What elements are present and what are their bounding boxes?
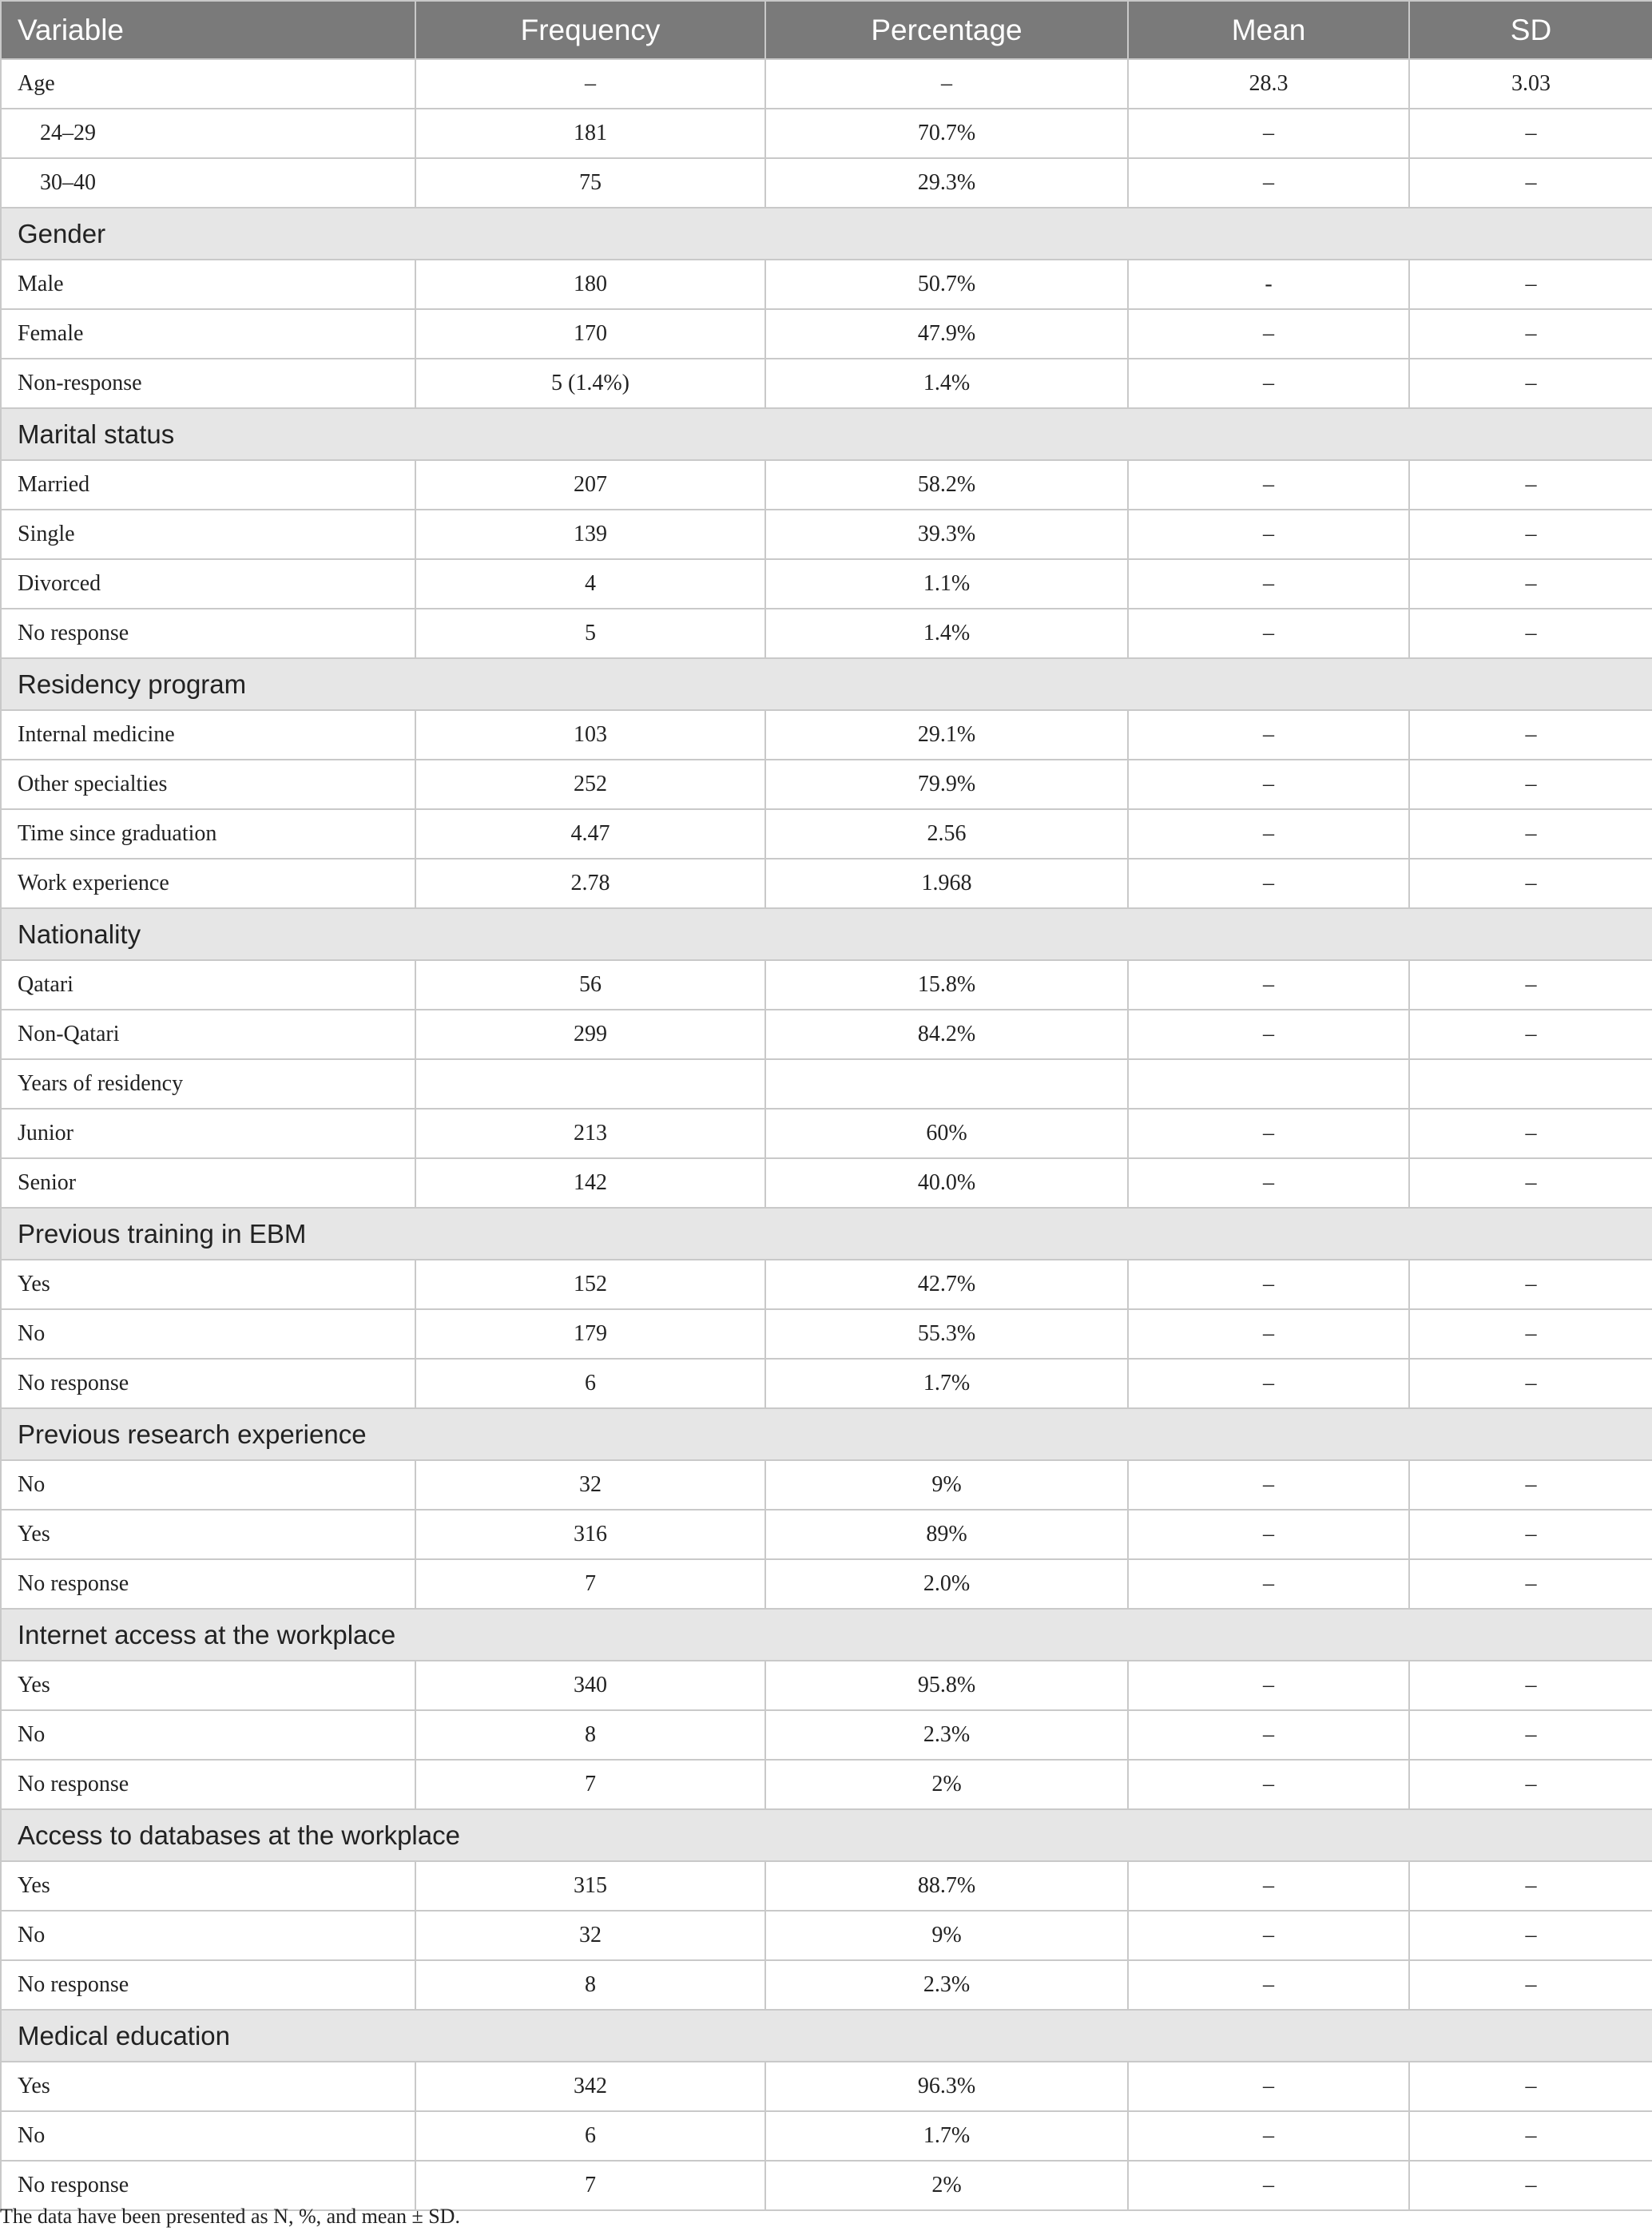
variable-cell: Senior [1, 1158, 415, 1208]
percentage-cell: – [765, 59, 1128, 109]
sd-cell: – [1409, 559, 1652, 609]
section-header-row [1, 408, 1652, 460]
percentage-cell: 84.2% [765, 1010, 1128, 1059]
percentage-cell: 79.9% [765, 760, 1128, 809]
column-header-sd: SD [1409, 1, 1652, 59]
percentage-cell: 96.3% [765, 2062, 1128, 2111]
table-row [1, 1260, 1652, 1309]
mean-cell: – [1128, 1010, 1409, 1059]
percentage-cell: 1.4% [765, 609, 1128, 658]
sd-cell: – [1409, 510, 1652, 559]
section-label: Internet access at the workplace [1, 1609, 1652, 1661]
mean-cell: – [1128, 109, 1409, 158]
frequency-cell: 7 [415, 1760, 765, 1809]
sd-cell: – [1409, 1960, 1652, 2010]
table-header [1, 1, 1652, 59]
variable-cell: Work experience [1, 859, 415, 908]
frequency-cell: 6 [415, 2111, 765, 2161]
sd-cell: – [1409, 1661, 1652, 1710]
percentage-cell: 55.3% [765, 1309, 1128, 1359]
variable-cell: No response [1, 1359, 415, 1408]
section-header-row [1, 2010, 1652, 2062]
mean-cell: – [1128, 1710, 1409, 1760]
frequency-cell: 5 [415, 609, 765, 658]
table-row [1, 1661, 1652, 1710]
section-label: Medical education [1, 2010, 1652, 2062]
column-header-variable: Variable [1, 1, 415, 59]
table-row [1, 760, 1652, 809]
variable-cell: No response [1, 609, 415, 658]
table-row [1, 309, 1652, 359]
mean-cell: – [1128, 309, 1409, 359]
table-row [1, 1510, 1652, 1559]
frequency-cell: 6 [415, 1359, 765, 1408]
frequency-cell: 2.78 [415, 859, 765, 908]
table-row [1, 510, 1652, 559]
table-row [1, 1460, 1652, 1510]
frequency-cell: 7 [415, 2161, 765, 2210]
sd-cell: – [1409, 1710, 1652, 1760]
percentage-cell: 60% [765, 1109, 1128, 1158]
frequency-cell: 299 [415, 1010, 765, 1059]
variable-cell: No response [1, 2161, 415, 2210]
sd-cell [1409, 1059, 1652, 1109]
sd-cell: – [1409, 359, 1652, 408]
sd-cell: – [1409, 960, 1652, 1010]
table-row [1, 2111, 1652, 2161]
mean-cell: – [1128, 960, 1409, 1010]
percentage-cell: 29.1% [765, 710, 1128, 760]
section-header-row [1, 208, 1652, 260]
percentage-cell: 15.8% [765, 960, 1128, 1010]
table-row [1, 460, 1652, 510]
table-row [1, 2161, 1652, 2210]
percentage-cell: 1.7% [765, 1359, 1128, 1408]
variable-cell: Single [1, 510, 415, 559]
mean-cell: – [1128, 1309, 1409, 1359]
table-row [1, 809, 1652, 859]
percentage-cell: 2% [765, 2161, 1128, 2210]
table-row [1, 158, 1652, 208]
percentage-cell: 2.56 [765, 809, 1128, 859]
variable-cell: Non-response [1, 359, 415, 408]
percentage-cell: 89% [765, 1510, 1128, 1559]
mean-cell: – [1128, 1510, 1409, 1559]
sd-cell: – [1409, 1260, 1652, 1309]
table-row [1, 109, 1652, 158]
variable-cell: 24–29 [1, 109, 415, 158]
sd-cell: – [1409, 1559, 1652, 1609]
percentage-cell: 95.8% [765, 1661, 1128, 1710]
variable-cell: Junior [1, 1109, 415, 1158]
variable-cell: Time since graduation [1, 809, 415, 859]
variable-cell: Yes [1, 1661, 415, 1710]
percentage-cell: 9% [765, 1460, 1128, 1510]
percentage-cell: 2.3% [765, 1960, 1128, 2010]
section-label: Previous training in EBM [1, 1208, 1652, 1260]
frequency-cell: 340 [415, 1661, 765, 1710]
mean-cell: – [1128, 859, 1409, 908]
sd-cell: – [1409, 158, 1652, 208]
frequency-cell: 56 [415, 960, 765, 1010]
percentage-cell: 9% [765, 1911, 1128, 1960]
section-header-row [1, 658, 1652, 710]
mean-cell: – [1128, 158, 1409, 208]
table-row [1, 1359, 1652, 1408]
mean-cell: – [1128, 510, 1409, 559]
frequency-cell: 142 [415, 1158, 765, 1208]
section-label: Previous research experience [1, 1408, 1652, 1460]
mean-cell: - [1128, 260, 1409, 309]
mean-cell: – [1128, 1661, 1409, 1710]
frequency-cell: 342 [415, 2062, 765, 2111]
table-row [1, 1760, 1652, 1809]
table-row [1, 1911, 1652, 1960]
percentage-cell: 1.4% [765, 359, 1128, 408]
sd-cell: 3.03 [1409, 59, 1652, 109]
variable-cell: Divorced [1, 559, 415, 609]
table-row [1, 1559, 1652, 1609]
variable-cell: No [1, 2111, 415, 2161]
frequency-cell: 180 [415, 260, 765, 309]
mean-cell: – [1128, 1559, 1409, 1609]
frequency-cell: 7 [415, 1559, 765, 1609]
percentage-cell: 2% [765, 1760, 1128, 1809]
sd-cell: – [1409, 1510, 1652, 1559]
variable-cell: Internal medicine [1, 710, 415, 760]
variable-cell: Other specialties [1, 760, 415, 809]
sd-cell: – [1409, 859, 1652, 908]
variable-cell: No [1, 1710, 415, 1760]
mean-cell: – [1128, 1460, 1409, 1510]
sd-cell: – [1409, 109, 1652, 158]
mean-cell: – [1128, 1960, 1409, 2010]
frequency-cell: 179 [415, 1309, 765, 1359]
percentage-cell: 58.2% [765, 460, 1128, 510]
sd-cell: – [1409, 260, 1652, 309]
mean-cell: – [1128, 1359, 1409, 1408]
variable-cell: No [1, 1911, 415, 1960]
frequency-cell: 32 [415, 1911, 765, 1960]
frequency-cell: – [415, 59, 765, 109]
sd-cell: – [1409, 710, 1652, 760]
mean-cell: – [1128, 1911, 1409, 1960]
section-label: Gender [1, 208, 1652, 260]
mean-cell: – [1128, 2062, 1409, 2111]
frequency-cell: 213 [415, 1109, 765, 1158]
table-row [1, 1109, 1652, 1158]
table-row [1, 609, 1652, 658]
mean-cell: – [1128, 760, 1409, 809]
sd-cell: – [1409, 1359, 1652, 1408]
variable-cell: No response [1, 1559, 415, 1609]
mean-cell: – [1128, 710, 1409, 760]
table-row [1, 559, 1652, 609]
section-header-row [1, 908, 1652, 960]
header-row [1, 1, 1652, 59]
table-row [1, 1710, 1652, 1760]
frequency-cell: 181 [415, 109, 765, 158]
frequency-cell: 4.47 [415, 809, 765, 859]
section-label: Access to databases at the workplace [1, 1809, 1652, 1861]
frequency-cell: 315 [415, 1861, 765, 1911]
section-label: Residency program [1, 658, 1652, 710]
table-row [1, 960, 1652, 1010]
sd-cell: – [1409, 1309, 1652, 1359]
sd-cell: – [1409, 1460, 1652, 1510]
mean-cell: – [1128, 809, 1409, 859]
mean-cell: – [1128, 1158, 1409, 1208]
table-row [1, 1010, 1652, 1059]
section-label: Marital status [1, 408, 1652, 460]
frequency-cell: 75 [415, 158, 765, 208]
mean-cell: – [1128, 609, 1409, 658]
mean-cell: – [1128, 1260, 1409, 1309]
variable-cell: Age [1, 59, 415, 109]
percentage-cell: 40.0% [765, 1158, 1128, 1208]
mean-cell: – [1128, 460, 1409, 510]
percentage-cell: 2.3% [765, 1710, 1128, 1760]
frequency-cell: 152 [415, 1260, 765, 1309]
table-row [1, 1059, 1652, 1109]
percentage-cell: 47.9% [765, 309, 1128, 359]
percentage-cell: 29.3% [765, 158, 1128, 208]
sd-cell: – [1409, 2161, 1652, 2210]
percentage-cell: 39.3% [765, 510, 1128, 559]
section-header-row [1, 1408, 1652, 1460]
table-row [1, 710, 1652, 760]
table-body [1, 59, 1652, 2210]
mean-cell: – [1128, 1861, 1409, 1911]
table-row [1, 260, 1652, 309]
variable-cell: No response [1, 1760, 415, 1809]
table-row [1, 1309, 1652, 1359]
mean-cell: – [1128, 1760, 1409, 1809]
section-label: Nationality [1, 908, 1652, 960]
percentage-cell: 1.968 [765, 859, 1128, 908]
frequency-cell: 170 [415, 309, 765, 359]
table-row [1, 359, 1652, 408]
frequency-cell: 103 [415, 710, 765, 760]
frequency-cell: 139 [415, 510, 765, 559]
section-header-row [1, 1208, 1652, 1260]
sd-cell: – [1409, 1861, 1652, 1911]
sd-cell: – [1409, 309, 1652, 359]
mean-cell: – [1128, 1109, 1409, 1158]
frequency-cell: 316 [415, 1510, 765, 1559]
sd-cell: – [1409, 1760, 1652, 1809]
frequency-cell: 5 (1.4%) [415, 359, 765, 408]
variable-cell: Years of residency [1, 1059, 415, 1109]
frequency-cell: 8 [415, 1960, 765, 2010]
variable-cell: Non-Qatari [1, 1010, 415, 1059]
percentage-cell: 1.7% [765, 2111, 1128, 2161]
percentage-cell: 88.7% [765, 1861, 1128, 1911]
sd-cell: – [1409, 1010, 1652, 1059]
frequency-cell: 4 [415, 559, 765, 609]
variable-cell: Married [1, 460, 415, 510]
variable-cell: No [1, 1309, 415, 1359]
mean-cell: – [1128, 559, 1409, 609]
frequency-cell [415, 1059, 765, 1109]
percentage-cell: 42.7% [765, 1260, 1128, 1309]
variable-cell: Yes [1, 1510, 415, 1559]
table-row [1, 1158, 1652, 1208]
variable-cell: Yes [1, 1861, 415, 1911]
table-footnote: The data have been presented as N, %, and mean ± SD. [0, 2205, 460, 2228]
variable-cell: Yes [1, 1260, 415, 1309]
column-header-percentage: Percentage [765, 1, 1128, 59]
sd-cell: – [1409, 809, 1652, 859]
frequency-cell: 32 [415, 1460, 765, 1510]
percentage-cell: 70.7% [765, 109, 1128, 158]
frequency-cell: 8 [415, 1710, 765, 1760]
frequency-cell: 252 [415, 760, 765, 809]
sd-cell: – [1409, 1109, 1652, 1158]
section-header-row [1, 1609, 1652, 1661]
column-header-frequency: Frequency [415, 1, 765, 59]
sd-cell: – [1409, 1158, 1652, 1208]
table-row [1, 1960, 1652, 2010]
variable-cell: 30–40 [1, 158, 415, 208]
column-header-mean: Mean [1128, 1, 1409, 59]
percentage-cell: 2.0% [765, 1559, 1128, 1609]
variable-cell: Male [1, 260, 415, 309]
percentage-cell: 1.1% [765, 559, 1128, 609]
variable-cell: Qatari [1, 960, 415, 1010]
sd-cell: – [1409, 2111, 1652, 2161]
variable-cell: Female [1, 309, 415, 359]
mean-cell: – [1128, 359, 1409, 408]
percentage-cell [765, 1059, 1128, 1109]
mean-cell: – [1128, 2111, 1409, 2161]
table-row [1, 59, 1652, 109]
percentage-cell: 50.7% [765, 260, 1128, 309]
table-row [1, 1861, 1652, 1911]
frequency-cell: 207 [415, 460, 765, 510]
sd-cell: – [1409, 609, 1652, 658]
section-header-row [1, 1809, 1652, 1861]
mean-cell: 28.3 [1128, 59, 1409, 109]
variable-cell: Yes [1, 2062, 415, 2111]
table-row [1, 2062, 1652, 2111]
variable-cell: No [1, 1460, 415, 1510]
sd-cell: – [1409, 2062, 1652, 2111]
sd-cell: – [1409, 460, 1652, 510]
sd-cell: – [1409, 760, 1652, 809]
mean-cell: – [1128, 2161, 1409, 2210]
mean-cell [1128, 1059, 1409, 1109]
sd-cell: – [1409, 1911, 1652, 1960]
variable-cell: No response [1, 1960, 415, 2010]
table-row [1, 859, 1652, 908]
